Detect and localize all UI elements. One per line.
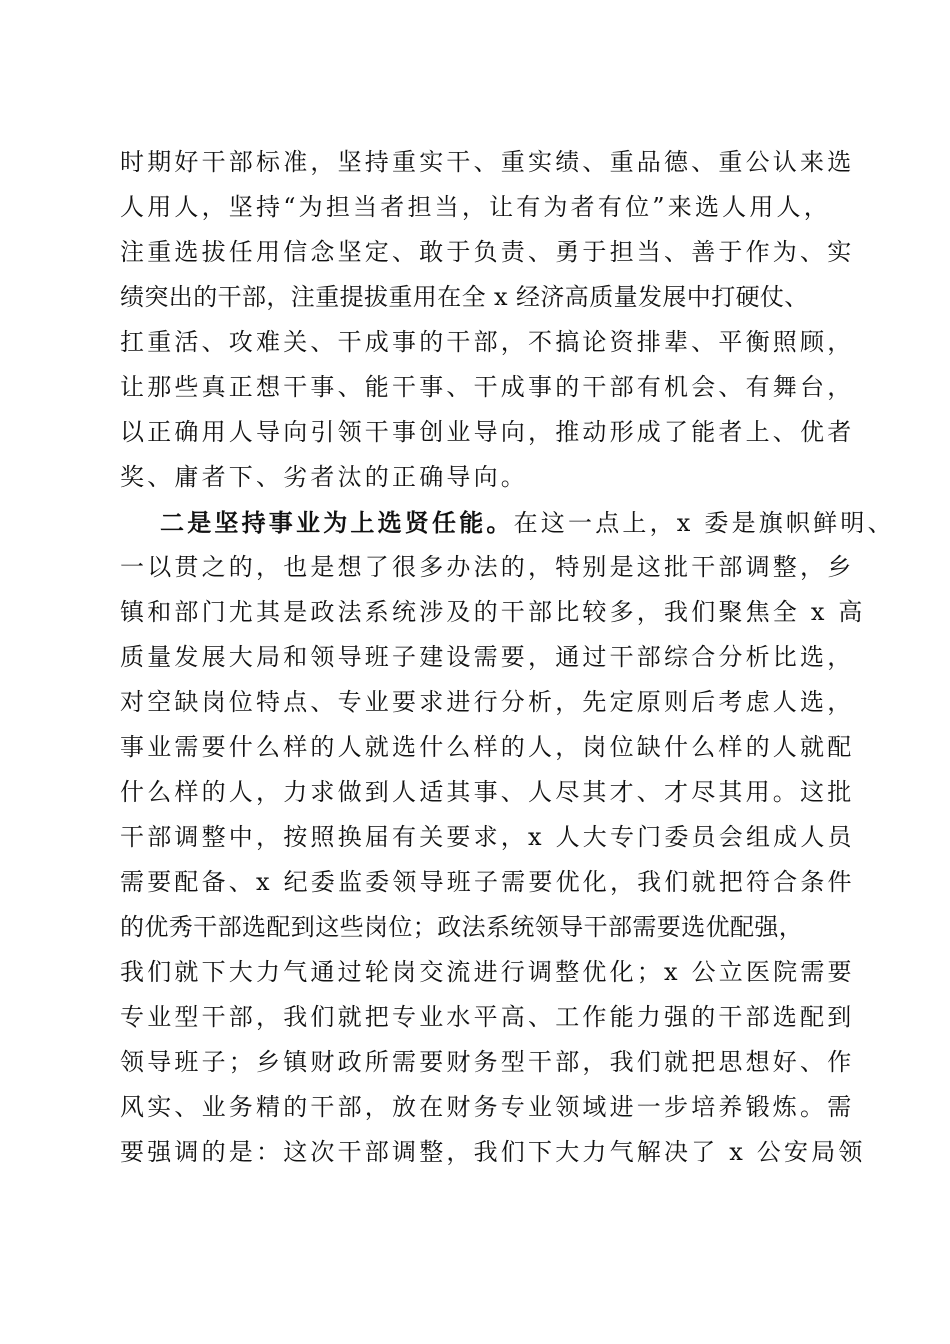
body-text — [120, 140, 895, 1175]
text-line: 以正确用人导向引领干事创业导向，推动形成了能者上、优者 — [120, 418, 855, 446]
text-line: 时期好干部标准，坚持重实干、重实绩、重品德、重公认来选 — [120, 148, 855, 176]
text-line: 奖、庸者下、劣者汰的正确导向。 — [120, 463, 528, 491]
paragraph-first-line — [120, 500, 895, 545]
text-line: 要强调的是：这次干部调整，我们下大力气解决了 x 公安局领 — [120, 1138, 866, 1166]
text-line: 风实、业务精的干部，放在财务专业领域进一步培养锻炼。需 — [120, 1093, 855, 1121]
text-line: 我们就下大力气通过轮岗交流进行调整优化；x 公立医院需要 — [120, 958, 855, 986]
text-line: 质量发展大局和领导班子建设需要，通过干部综合分析比选， — [120, 643, 855, 671]
text-line: 的优秀干部选配到这些岗位；政法系统领导干部需要选优配强， — [120, 913, 804, 941]
text-line: 需要配备、x 纪委监委领导班子需要优化，我们就把符合条件 — [120, 868, 855, 896]
text-line: 人用人，坚持“为担当者担当，让有为者有位”来选人用人， — [120, 193, 831, 221]
text-line: 事业需要什么样的人就选什么样的人，岗位缺什么样的人就配 — [120, 733, 855, 761]
text-line: 干部调整中，按照换届有关要求，x 人大专门委员会组成人员 — [120, 823, 855, 851]
text-line: 专业型干部，我们就把专业水平高、工作能力强的干部选配到 — [120, 1003, 855, 1031]
text-line: 注重选拔任用信念坚定、敢于负责、勇于担当、善于作为、实 — [120, 238, 855, 266]
text-line: 镇和部门尤其是政法系统涉及的干部比较多，我们聚焦全 x 高 — [120, 598, 866, 626]
text-line: 绩突出的干部，注重提拔重用在全 x 经济高质量发展中打硬仗、 — [120, 283, 809, 311]
text-line: 领导班子；乡镇财政所需要财务型干部，我们就把思想好、作 — [120, 1048, 855, 1076]
paragraph-first-line-rest: 在这一点上，x 委是旗帜鲜明、 — [513, 509, 895, 537]
text-line: 一以贯之的，也是想了很多办法的，特别是这批干部调整，乡 — [120, 553, 855, 581]
text-line: 扛重活、攻难关、干成事的干部，不搞论资排辈、平衡照顾， — [120, 328, 855, 356]
paragraph-heading: 二是坚持事业为上选贤任能。 — [160, 508, 514, 537]
text-line: 让那些真正想干事、能干事、干成事的干部有机会、有舞台， — [120, 373, 855, 401]
text-line: 什么样的人，力求做到人适其事、人尽其才、才尽其用。这批 — [120, 778, 855, 806]
text-line: 对空缺岗位特点、专业要求进行分析，先定原则后考虑人选， — [120, 688, 855, 716]
